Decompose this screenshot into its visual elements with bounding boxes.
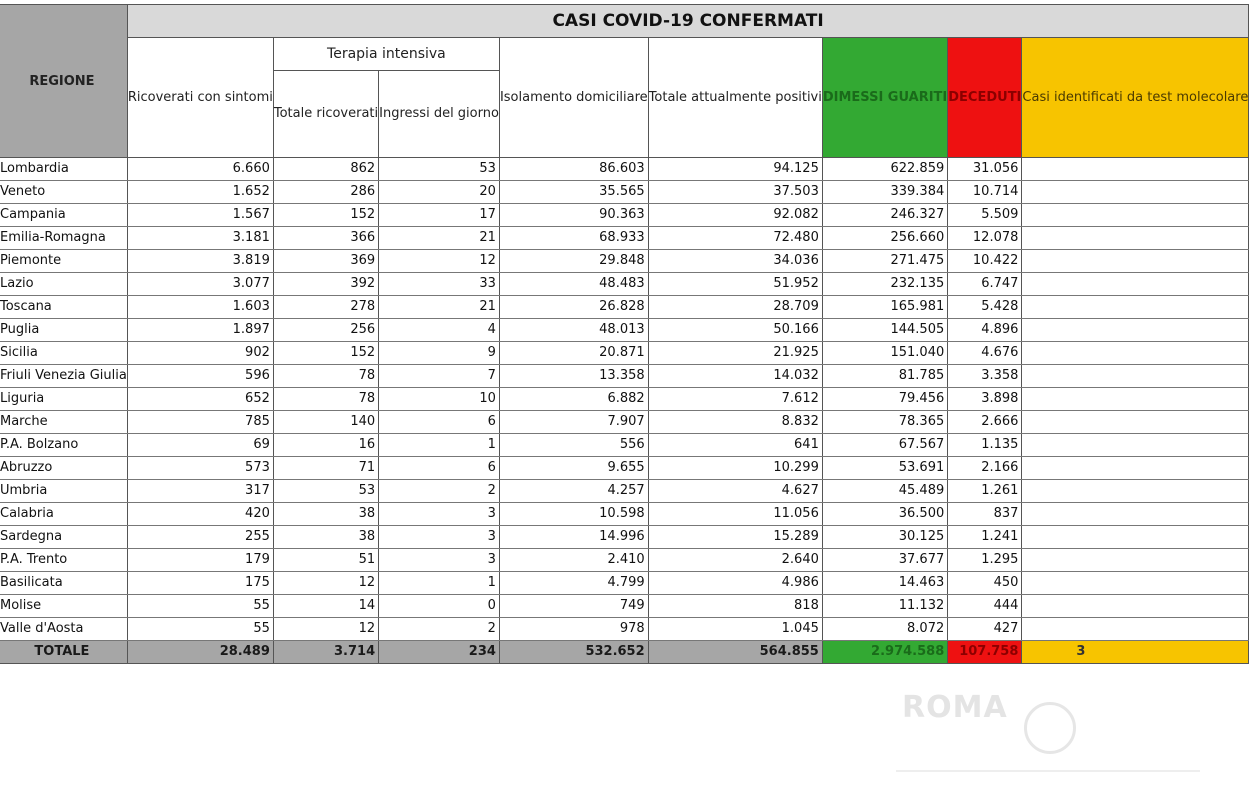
cell-positivi: 51.952 bbox=[648, 273, 822, 296]
cell-totale-ricoverati: 51 bbox=[273, 549, 378, 572]
cell-ricoverati: 596 bbox=[127, 365, 273, 388]
cell-casi bbox=[1022, 480, 1249, 503]
cell-totale-ricoverati: 286 bbox=[273, 181, 378, 204]
cell-ricoverati: 785 bbox=[127, 411, 273, 434]
cell-casi bbox=[1022, 296, 1249, 319]
cell-totale-ricoverati: 78 bbox=[273, 365, 378, 388]
total-deceduti: 107.758 bbox=[948, 641, 1022, 664]
cell-ricoverati: 69 bbox=[127, 434, 273, 457]
cell-ingressi: 9 bbox=[379, 342, 500, 365]
header-isolamento: Isolamento domiciliare bbox=[499, 38, 648, 158]
cell-deceduti: 1.261 bbox=[948, 480, 1022, 503]
cell-regione: Umbria bbox=[0, 480, 127, 503]
cell-isolamento: 978 bbox=[499, 618, 648, 641]
cell-isolamento: 48.483 bbox=[499, 273, 648, 296]
cell-ingressi: 6 bbox=[379, 457, 500, 480]
cell-casi bbox=[1022, 365, 1249, 388]
cell-ingressi: 21 bbox=[379, 296, 500, 319]
cell-casi bbox=[1022, 388, 1249, 411]
table-row bbox=[0, 526, 1249, 549]
cell-isolamento: 4.799 bbox=[499, 572, 648, 595]
watermark-logo-text: ROMA bbox=[902, 690, 1008, 725]
cell-ricoverati: 420 bbox=[127, 503, 273, 526]
cell-positivi: 4.986 bbox=[648, 572, 822, 595]
cell-deceduti: 5.428 bbox=[948, 296, 1022, 319]
cell-dimessi: 271.475 bbox=[822, 250, 947, 273]
cell-ingressi: 21 bbox=[379, 227, 500, 250]
cell-positivi: 92.082 bbox=[648, 204, 822, 227]
cell-totale-ricoverati: 278 bbox=[273, 296, 378, 319]
cell-casi bbox=[1022, 273, 1249, 296]
faded-background-scene bbox=[0, 668, 1200, 800]
table-row bbox=[0, 319, 1249, 342]
cell-regione: Friuli Venezia Giulia bbox=[0, 365, 127, 388]
cell-ricoverati: 255 bbox=[127, 526, 273, 549]
cell-dimessi: 11.132 bbox=[822, 595, 947, 618]
cell-ricoverati: 3.077 bbox=[127, 273, 273, 296]
cell-ingressi: 0 bbox=[379, 595, 500, 618]
total-positivi: 564.855 bbox=[648, 641, 822, 664]
cell-totale-ricoverati: 366 bbox=[273, 227, 378, 250]
cell-ricoverati: 1.897 bbox=[127, 319, 273, 342]
cell-dimessi: 256.660 bbox=[822, 227, 947, 250]
cell-isolamento: 9.655 bbox=[499, 457, 648, 480]
cell-casi bbox=[1022, 319, 1249, 342]
cell-regione: Campania bbox=[0, 204, 127, 227]
cell-casi bbox=[1022, 227, 1249, 250]
cell-totale-ricoverati: 152 bbox=[273, 342, 378, 365]
cell-dimessi: 30.125 bbox=[822, 526, 947, 549]
cell-positivi: 818 bbox=[648, 595, 822, 618]
cell-deceduti: 6.747 bbox=[948, 273, 1022, 296]
cell-ingressi: 3 bbox=[379, 549, 500, 572]
cell-regione: Lazio bbox=[0, 273, 127, 296]
cell-totale-ricoverati: 140 bbox=[273, 411, 378, 434]
header-totale-positivi: Totale attualmente positivi bbox=[648, 38, 822, 158]
cell-casi bbox=[1022, 595, 1249, 618]
cell-deceduti: 450 bbox=[948, 572, 1022, 595]
cell-positivi: 2.640 bbox=[648, 549, 822, 572]
cell-deceduti: 3.898 bbox=[948, 388, 1022, 411]
table-row bbox=[0, 434, 1249, 457]
cell-regione: P.A. Trento bbox=[0, 549, 127, 572]
header-dimessi-guariti: DIMESSI GUARITI bbox=[822, 38, 947, 158]
cell-positivi: 94.125 bbox=[648, 158, 822, 181]
cell-totale-ricoverati: 38 bbox=[273, 503, 378, 526]
table-row bbox=[0, 181, 1249, 204]
cell-casi bbox=[1022, 434, 1249, 457]
total-casi: 3 bbox=[1022, 641, 1249, 664]
cell-deceduti: 10.714 bbox=[948, 181, 1022, 204]
cell-regione: Piemonte bbox=[0, 250, 127, 273]
cell-deceduti: 444 bbox=[948, 595, 1022, 618]
cell-isolamento: 26.828 bbox=[499, 296, 648, 319]
cell-deceduti: 31.056 bbox=[948, 158, 1022, 181]
cell-ricoverati: 902 bbox=[127, 342, 273, 365]
cell-positivi: 7.612 bbox=[648, 388, 822, 411]
cell-ingressi: 33 bbox=[379, 273, 500, 296]
cell-dimessi: 165.981 bbox=[822, 296, 947, 319]
cell-dimessi: 14.463 bbox=[822, 572, 947, 595]
cell-regione: Calabria bbox=[0, 503, 127, 526]
cell-isolamento: 4.257 bbox=[499, 480, 648, 503]
cell-dimessi: 36.500 bbox=[822, 503, 947, 526]
cell-ingressi: 3 bbox=[379, 503, 500, 526]
cell-deceduti: 4.676 bbox=[948, 342, 1022, 365]
cell-dimessi: 8.072 bbox=[822, 618, 947, 641]
cell-regione: Lombardia bbox=[0, 158, 127, 181]
cell-casi bbox=[1022, 549, 1249, 572]
table-row bbox=[0, 342, 1249, 365]
cell-ingressi: 2 bbox=[379, 480, 500, 503]
cell-dimessi: 622.859 bbox=[822, 158, 947, 181]
cell-casi bbox=[1022, 250, 1249, 273]
cell-positivi: 15.289 bbox=[648, 526, 822, 549]
header-terapia-intensiva: Terapia intensiva bbox=[273, 38, 499, 71]
total-totale-ricoverati: 3.714 bbox=[273, 641, 378, 664]
watermark-divider bbox=[896, 770, 1200, 772]
table-row bbox=[0, 503, 1249, 526]
cell-positivi: 34.036 bbox=[648, 250, 822, 273]
table-row bbox=[0, 273, 1249, 296]
cell-regione: Sicilia bbox=[0, 342, 127, 365]
cell-positivi: 4.627 bbox=[648, 480, 822, 503]
cell-totale-ricoverati: 12 bbox=[273, 618, 378, 641]
cell-isolamento: 20.871 bbox=[499, 342, 648, 365]
total-ricoverati: 28.489 bbox=[127, 641, 273, 664]
cell-ricoverati: 1.652 bbox=[127, 181, 273, 204]
cell-ricoverati: 652 bbox=[127, 388, 273, 411]
cell-positivi: 28.709 bbox=[648, 296, 822, 319]
table-row bbox=[0, 296, 1249, 319]
cell-regione: Emilia-Romagna bbox=[0, 227, 127, 250]
cell-casi bbox=[1022, 618, 1249, 641]
table-title: CASI COVID-19 CONFERMATI bbox=[127, 5, 1248, 38]
cell-ingressi: 1 bbox=[379, 572, 500, 595]
cell-ingressi: 53 bbox=[379, 158, 500, 181]
table-row bbox=[0, 595, 1249, 618]
table-row bbox=[0, 204, 1249, 227]
cell-isolamento: 90.363 bbox=[499, 204, 648, 227]
cell-ricoverati: 1.603 bbox=[127, 296, 273, 319]
cell-ricoverati: 3.181 bbox=[127, 227, 273, 250]
cell-deceduti: 10.422 bbox=[948, 250, 1022, 273]
cell-dimessi: 246.327 bbox=[822, 204, 947, 227]
cell-totale-ricoverati: 53 bbox=[273, 480, 378, 503]
cell-ingressi: 20 bbox=[379, 181, 500, 204]
table-row bbox=[0, 457, 1249, 480]
cell-ingressi: 17 bbox=[379, 204, 500, 227]
table-row bbox=[0, 549, 1249, 572]
cell-ricoverati: 573 bbox=[127, 457, 273, 480]
cell-positivi: 641 bbox=[648, 434, 822, 457]
cell-isolamento: 749 bbox=[499, 595, 648, 618]
cell-dimessi: 79.456 bbox=[822, 388, 947, 411]
table-row bbox=[0, 158, 1249, 181]
table-row bbox=[0, 365, 1249, 388]
table-row bbox=[0, 411, 1249, 434]
header-ingressi: Ingressi del giorno bbox=[379, 71, 500, 158]
cell-ingressi: 4 bbox=[379, 319, 500, 342]
cell-ricoverati: 3.819 bbox=[127, 250, 273, 273]
cell-casi bbox=[1022, 503, 1249, 526]
cell-dimessi: 53.691 bbox=[822, 457, 947, 480]
cell-casi bbox=[1022, 457, 1249, 480]
cell-deceduti: 837 bbox=[948, 503, 1022, 526]
cell-isolamento: 48.013 bbox=[499, 319, 648, 342]
header-casi-identificati: Casi identificati da test molecolare bbox=[1022, 38, 1249, 158]
cell-isolamento: 86.603 bbox=[499, 158, 648, 181]
table-row bbox=[0, 618, 1249, 641]
cell-deceduti: 12.078 bbox=[948, 227, 1022, 250]
cell-isolamento: 14.996 bbox=[499, 526, 648, 549]
table-row bbox=[0, 572, 1249, 595]
cell-totale-ricoverati: 78 bbox=[273, 388, 378, 411]
cell-positivi: 50.166 bbox=[648, 319, 822, 342]
cell-deceduti: 4.896 bbox=[948, 319, 1022, 342]
cell-dimessi: 81.785 bbox=[822, 365, 947, 388]
cell-dimessi: 144.505 bbox=[822, 319, 947, 342]
total-label: TOTALE bbox=[0, 641, 127, 664]
cell-ingressi: 7 bbox=[379, 365, 500, 388]
cell-deceduti: 5.509 bbox=[948, 204, 1022, 227]
cell-isolamento: 29.848 bbox=[499, 250, 648, 273]
cell-dimessi: 151.040 bbox=[822, 342, 947, 365]
cell-isolamento: 6.882 bbox=[499, 388, 648, 411]
cell-dimessi: 37.677 bbox=[822, 549, 947, 572]
cell-regione: Sardegna bbox=[0, 526, 127, 549]
header-ricoverati: Ricoverati con sintomi bbox=[127, 38, 273, 158]
table-row bbox=[0, 250, 1249, 273]
table-row bbox=[0, 480, 1249, 503]
total-row bbox=[0, 641, 1249, 664]
cell-regione: Puglia bbox=[0, 319, 127, 342]
cell-totale-ricoverati: 16 bbox=[273, 434, 378, 457]
cell-regione: Toscana bbox=[0, 296, 127, 319]
cell-regione: Molise bbox=[0, 595, 127, 618]
cell-ricoverati: 1.567 bbox=[127, 204, 273, 227]
table-row bbox=[0, 388, 1249, 411]
cell-ingressi: 2 bbox=[379, 618, 500, 641]
cell-casi bbox=[1022, 526, 1249, 549]
cell-isolamento: 35.565 bbox=[499, 181, 648, 204]
cell-ingressi: 3 bbox=[379, 526, 500, 549]
cell-dimessi: 78.365 bbox=[822, 411, 947, 434]
table-body bbox=[0, 158, 1249, 641]
cell-casi bbox=[1022, 411, 1249, 434]
cell-regione: Veneto bbox=[0, 181, 127, 204]
cell-positivi: 21.925 bbox=[648, 342, 822, 365]
cell-positivi: 11.056 bbox=[648, 503, 822, 526]
cell-totale-ricoverati: 14 bbox=[273, 595, 378, 618]
cell-deceduti: 1.135 bbox=[948, 434, 1022, 457]
cell-deceduti: 427 bbox=[948, 618, 1022, 641]
cell-positivi: 8.832 bbox=[648, 411, 822, 434]
total-isolamento: 532.652 bbox=[499, 641, 648, 664]
cell-casi bbox=[1022, 158, 1249, 181]
cell-ingressi: 12 bbox=[379, 250, 500, 273]
total-dimessi: 2.974.588 bbox=[822, 641, 947, 664]
cell-regione: Abruzzo bbox=[0, 457, 127, 480]
cell-totale-ricoverati: 392 bbox=[273, 273, 378, 296]
cell-isolamento: 7.907 bbox=[499, 411, 648, 434]
cell-deceduti: 1.241 bbox=[948, 526, 1022, 549]
cell-totale-ricoverati: 38 bbox=[273, 526, 378, 549]
cell-isolamento: 68.933 bbox=[499, 227, 648, 250]
cell-casi bbox=[1022, 342, 1249, 365]
cell-isolamento: 556 bbox=[499, 434, 648, 457]
header-totale-ricoverati: Totale ricoverati bbox=[273, 71, 378, 158]
cell-ricoverati: 179 bbox=[127, 549, 273, 572]
cell-regione: Liguria bbox=[0, 388, 127, 411]
cell-ricoverati: 317 bbox=[127, 480, 273, 503]
cell-totale-ricoverati: 152 bbox=[273, 204, 378, 227]
cell-totale-ricoverati: 256 bbox=[273, 319, 378, 342]
cell-isolamento: 13.358 bbox=[499, 365, 648, 388]
cell-casi bbox=[1022, 204, 1249, 227]
cell-dimessi: 232.135 bbox=[822, 273, 947, 296]
cell-regione: Valle d'Aosta bbox=[0, 618, 127, 641]
cell-dimessi: 339.384 bbox=[822, 181, 947, 204]
cell-ricoverati: 6.660 bbox=[127, 158, 273, 181]
cell-ingressi: 10 bbox=[379, 388, 500, 411]
cell-positivi: 1.045 bbox=[648, 618, 822, 641]
cell-positivi: 72.480 bbox=[648, 227, 822, 250]
covid-table bbox=[0, 4, 1249, 664]
cell-isolamento: 2.410 bbox=[499, 549, 648, 572]
cell-isolamento: 10.598 bbox=[499, 503, 648, 526]
cell-positivi: 10.299 bbox=[648, 457, 822, 480]
header-regione: REGIONE bbox=[0, 5, 127, 158]
cell-positivi: 14.032 bbox=[648, 365, 822, 388]
cell-totale-ricoverati: 71 bbox=[273, 457, 378, 480]
cell-ingressi: 6 bbox=[379, 411, 500, 434]
cell-regione: P.A. Bolzano bbox=[0, 434, 127, 457]
cell-deceduti: 1.295 bbox=[948, 549, 1022, 572]
cell-regione: Marche bbox=[0, 411, 127, 434]
cell-casi bbox=[1022, 572, 1249, 595]
header-deceduti: DECEDUTI bbox=[948, 38, 1022, 158]
cell-deceduti: 2.166 bbox=[948, 457, 1022, 480]
cell-ingressi: 1 bbox=[379, 434, 500, 457]
total-ingressi: 234 bbox=[379, 641, 500, 664]
cell-positivi: 37.503 bbox=[648, 181, 822, 204]
table-row bbox=[0, 227, 1249, 250]
cell-totale-ricoverati: 862 bbox=[273, 158, 378, 181]
cell-dimessi: 67.567 bbox=[822, 434, 947, 457]
cell-ricoverati: 55 bbox=[127, 618, 273, 641]
cell-ricoverati: 55 bbox=[127, 595, 273, 618]
cell-deceduti: 2.666 bbox=[948, 411, 1022, 434]
cell-totale-ricoverati: 369 bbox=[273, 250, 378, 273]
cell-ricoverati: 175 bbox=[127, 572, 273, 595]
cell-totale-ricoverati: 12 bbox=[273, 572, 378, 595]
cell-dimessi: 45.489 bbox=[822, 480, 947, 503]
watermark-logo-circle-icon bbox=[1024, 702, 1076, 754]
cell-casi bbox=[1022, 181, 1249, 204]
cell-regione: Basilicata bbox=[0, 572, 127, 595]
cell-deceduti: 3.358 bbox=[948, 365, 1022, 388]
